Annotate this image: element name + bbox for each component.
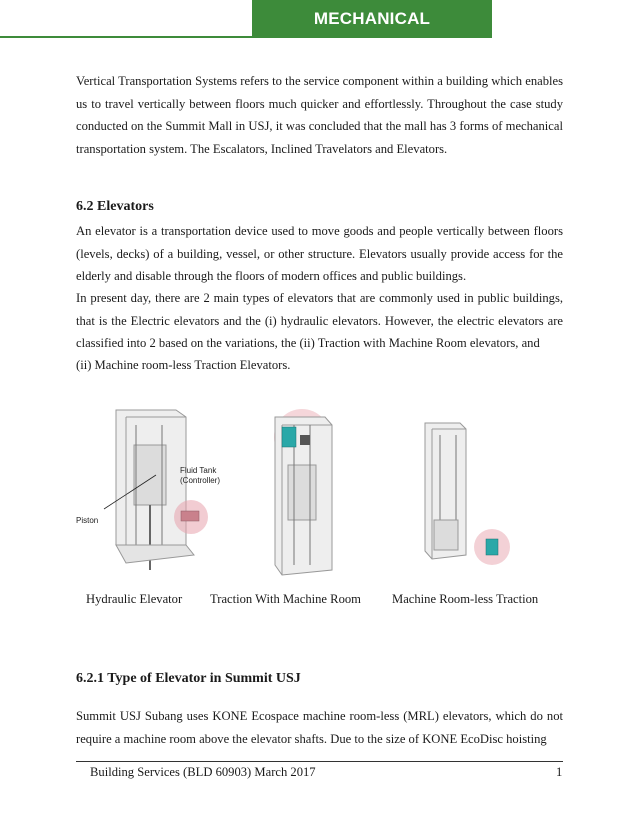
caption-mrl: Machine Room-less Traction bbox=[392, 592, 539, 606]
footer-course: Building Services (BLD 60903) March 2017 bbox=[90, 765, 316, 779]
header-band bbox=[0, 0, 638, 66]
page-number: 1 bbox=[556, 765, 563, 779]
elevators-paragraph-3: (ii) Machine room-less Traction Elevators. bbox=[76, 358, 291, 372]
caption-hydraulic: Hydraulic Elevator bbox=[86, 592, 183, 606]
elevators-paragraph-1: An elevator is a transportation device used to move goods and people vertically between floors (levels, decks) of a building, vessel, or other structure. Elevators usually provide access for the elderly and disable through the floors of modern offices and public buildings. bbox=[76, 224, 563, 283]
traction-motor-icon bbox=[300, 435, 310, 445]
hydraulic-elevator-figure bbox=[76, 405, 236, 580]
fluid-tank-icon bbox=[181, 511, 199, 521]
traction-machine-icon bbox=[282, 427, 296, 447]
elevators-paragraph-2: In present day, there are 2 main types of elevators that are commonly used in public buildings, that is the Electric elevators and the (i) hydraulic elevators. However, the electric elevators are classified into 2 based on the variations, the (ii) Traction with Machine Room elevators, and bbox=[76, 291, 563, 350]
fluid-tank-label-1: Fluid Tank bbox=[180, 466, 217, 475]
footer-rule bbox=[76, 761, 563, 762]
mrl-elevator-figure bbox=[410, 405, 510, 580]
piston-label: Piston bbox=[76, 516, 99, 525]
section-header-title: MECHANICAL TRANSPORTATION bbox=[252, 0, 492, 38]
traction-elevator-figure bbox=[250, 405, 340, 580]
heading-type-of-elevator: 6.2.1 Type of Elevator in Summit USJ bbox=[76, 671, 301, 686]
heading-elevators: 6.2 Elevators bbox=[76, 199, 154, 214]
fluid-tank-label-2: (Controller) bbox=[180, 476, 221, 485]
type-paragraph-1: Summit USJ Subang uses KONE Ecospace machine room-less (MRL) elevators, which do not require a machine room above the elevator shafts. Due to the size of KONE EcoDisc hoisting bbox=[76, 709, 563, 746]
mrl-controller-icon bbox=[486, 539, 498, 555]
caption-traction: Traction With Machine Room bbox=[210, 592, 361, 606]
intro-paragraph: Vertical Transportation Systems refers to the service component within a building which enables us to travel vertically between floors much quicker and effortlessly. Throughout the case study conducted on the Summit Mall in USJ, it was concluded that the mall has 3 forms of mechanical transportation system. The Escalators, Inclined Travelators and Elevators. bbox=[76, 74, 563, 156]
